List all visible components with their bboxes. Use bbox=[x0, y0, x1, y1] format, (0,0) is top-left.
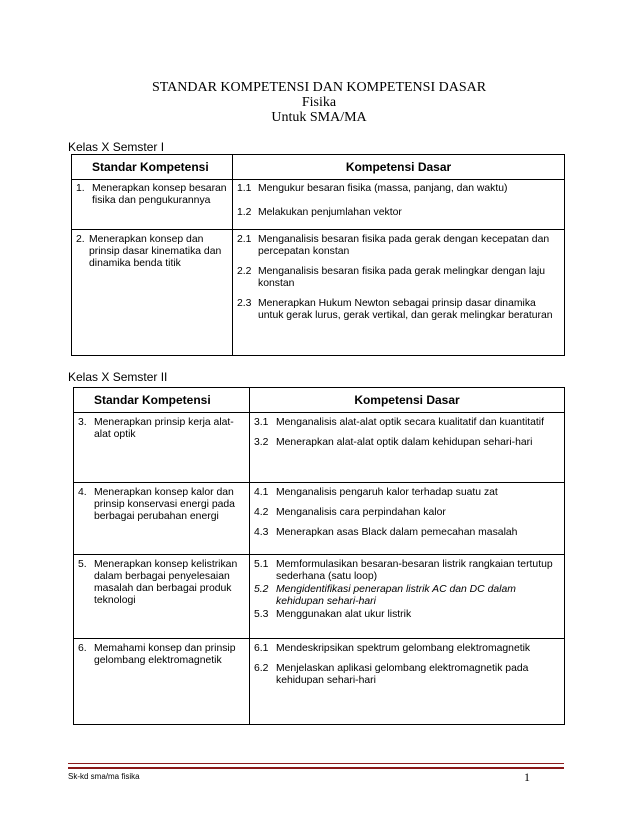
semester-1-table bbox=[71, 154, 565, 356]
col-header-sk: Standar Kompetensi bbox=[72, 155, 233, 180]
doc-subject: Fisika bbox=[301, 95, 337, 110]
kd-text: Menganalisis pengaruh kalor terhadap suatu zat bbox=[276, 487, 498, 498]
sk-number: 4. bbox=[78, 487, 87, 498]
kd-text: Menganalisis besaran fisika pada gerak dengan kecepatan dan percepatan konstan bbox=[258, 234, 550, 257]
kd-text: Mendeskripsikan spektrum gelombang elektromagnetik bbox=[276, 643, 531, 654]
kd-text: Menerapkan asas Black dalam pemecahan masalah bbox=[276, 527, 518, 538]
table-row bbox=[72, 180, 565, 230]
kd-number: 4.2 bbox=[254, 507, 269, 518]
col-header-kd: Kompetensi Dasar bbox=[233, 155, 565, 180]
sk-number: 2. bbox=[76, 234, 85, 245]
kd-number: 6.1 bbox=[254, 643, 269, 654]
semester-2-table bbox=[73, 387, 565, 725]
sk-text: Menerapkan konsep kalor dan prinsip konservasi energi pada berbagai perubahan energi bbox=[94, 487, 235, 522]
kd-text: Menerapkan Hukum Newton sebagai prinsip dasar dinamika untuk gerak lurus, gerak vertikal, dan gerak melingkar beraturan bbox=[258, 298, 553, 321]
kd-text: Mengidentifikasi penerapan listrik AC dan DC dalam kehidupan sehari-hari bbox=[276, 584, 516, 607]
sk-number: 5. bbox=[78, 559, 87, 570]
kd-number: 5.1 bbox=[254, 559, 269, 570]
doc-title: STANDAR KOMPETENSI DAN KOMPETENSI DASAR bbox=[151, 80, 487, 95]
footer-label: Sk-kd sma/ma fisika bbox=[68, 772, 140, 781]
kd-text: Menjelaskan aplikasi gelombang elektromagnetik pada kehidupan sehari-hari bbox=[276, 663, 529, 686]
kd-text: Memformulasikan besaran-besaran listrik rangkaian tertutup sederhana (satu loop) bbox=[276, 559, 553, 582]
semester-2-label: Kelas X Semster II bbox=[68, 370, 168, 384]
sk-text: Menerapkan konsep dan prinsip dasar kinematika dan dinamika benda titik bbox=[89, 234, 222, 269]
kd-text: Menggunakan alat ukur listrik bbox=[276, 609, 412, 620]
kd-text: Menganalisis alat-alat optik secara kualitatif dan kuantitatif bbox=[276, 417, 544, 428]
kd-number: 1.2 bbox=[237, 207, 252, 218]
page-number: 1 bbox=[524, 770, 530, 784]
sk-number: 3. bbox=[78, 417, 87, 428]
kd-number: 1.1 bbox=[237, 183, 252, 194]
kd-number: 5.3 bbox=[254, 609, 269, 620]
kd-number: 2.1 bbox=[237, 234, 252, 245]
kd-number: 3.2 bbox=[254, 437, 269, 448]
sk-text: Menerapkan prinsip kerja alat-alat optik bbox=[94, 417, 234, 440]
semester-1-label: Kelas X Semster I bbox=[68, 140, 165, 154]
kd-number: 5.2 bbox=[254, 584, 269, 595]
table-row bbox=[74, 555, 565, 639]
table-row bbox=[72, 230, 565, 356]
kd-text: Menerapkan alat-alat optik dalam kehidupan sehari-hari bbox=[276, 437, 533, 448]
kd-number: 6.2 bbox=[254, 663, 269, 674]
footer-rule bbox=[68, 763, 564, 769]
col-header-kd: Kompetensi Dasar bbox=[250, 388, 565, 413]
kd-number: 2.2 bbox=[237, 266, 252, 277]
kd-text: Mengukur besaran fisika (massa, panjang, dan waktu) bbox=[258, 183, 508, 194]
sk-text: Menerapkan konsep besaran fisika dan pengukurannya bbox=[92, 183, 227, 206]
kd-text: Menganalisis besaran fisika pada gerak melingkar dengan laju konstan bbox=[258, 266, 546, 289]
kd-number: 4.3 bbox=[254, 527, 269, 538]
sk-text: Memahami konsep dan prinsip gelombang elektromagnetik bbox=[94, 643, 236, 666]
kd-number: 3.1 bbox=[254, 417, 269, 428]
kd-number: 2.3 bbox=[237, 298, 252, 309]
kd-text: Menganalisis cara perpindahan kalor bbox=[276, 507, 446, 518]
kd-text: Melakukan penjumlahan vektor bbox=[258, 207, 402, 218]
sk-text: Menerapkan konsep kelistrikan dalam berbagai penyelesaian masalah dan berbagai produk teknologi bbox=[94, 559, 238, 606]
table-row bbox=[74, 483, 565, 555]
table-row bbox=[74, 639, 565, 725]
sk-number: 6. bbox=[78, 643, 87, 654]
col-header-sk: Standar Kompetensi bbox=[74, 388, 250, 413]
doc-audience: Untuk SMA/MA bbox=[271, 110, 367, 125]
table-row bbox=[74, 413, 565, 483]
kd-number: 4.1 bbox=[254, 487, 269, 498]
sk-number: 1. bbox=[76, 183, 85, 194]
